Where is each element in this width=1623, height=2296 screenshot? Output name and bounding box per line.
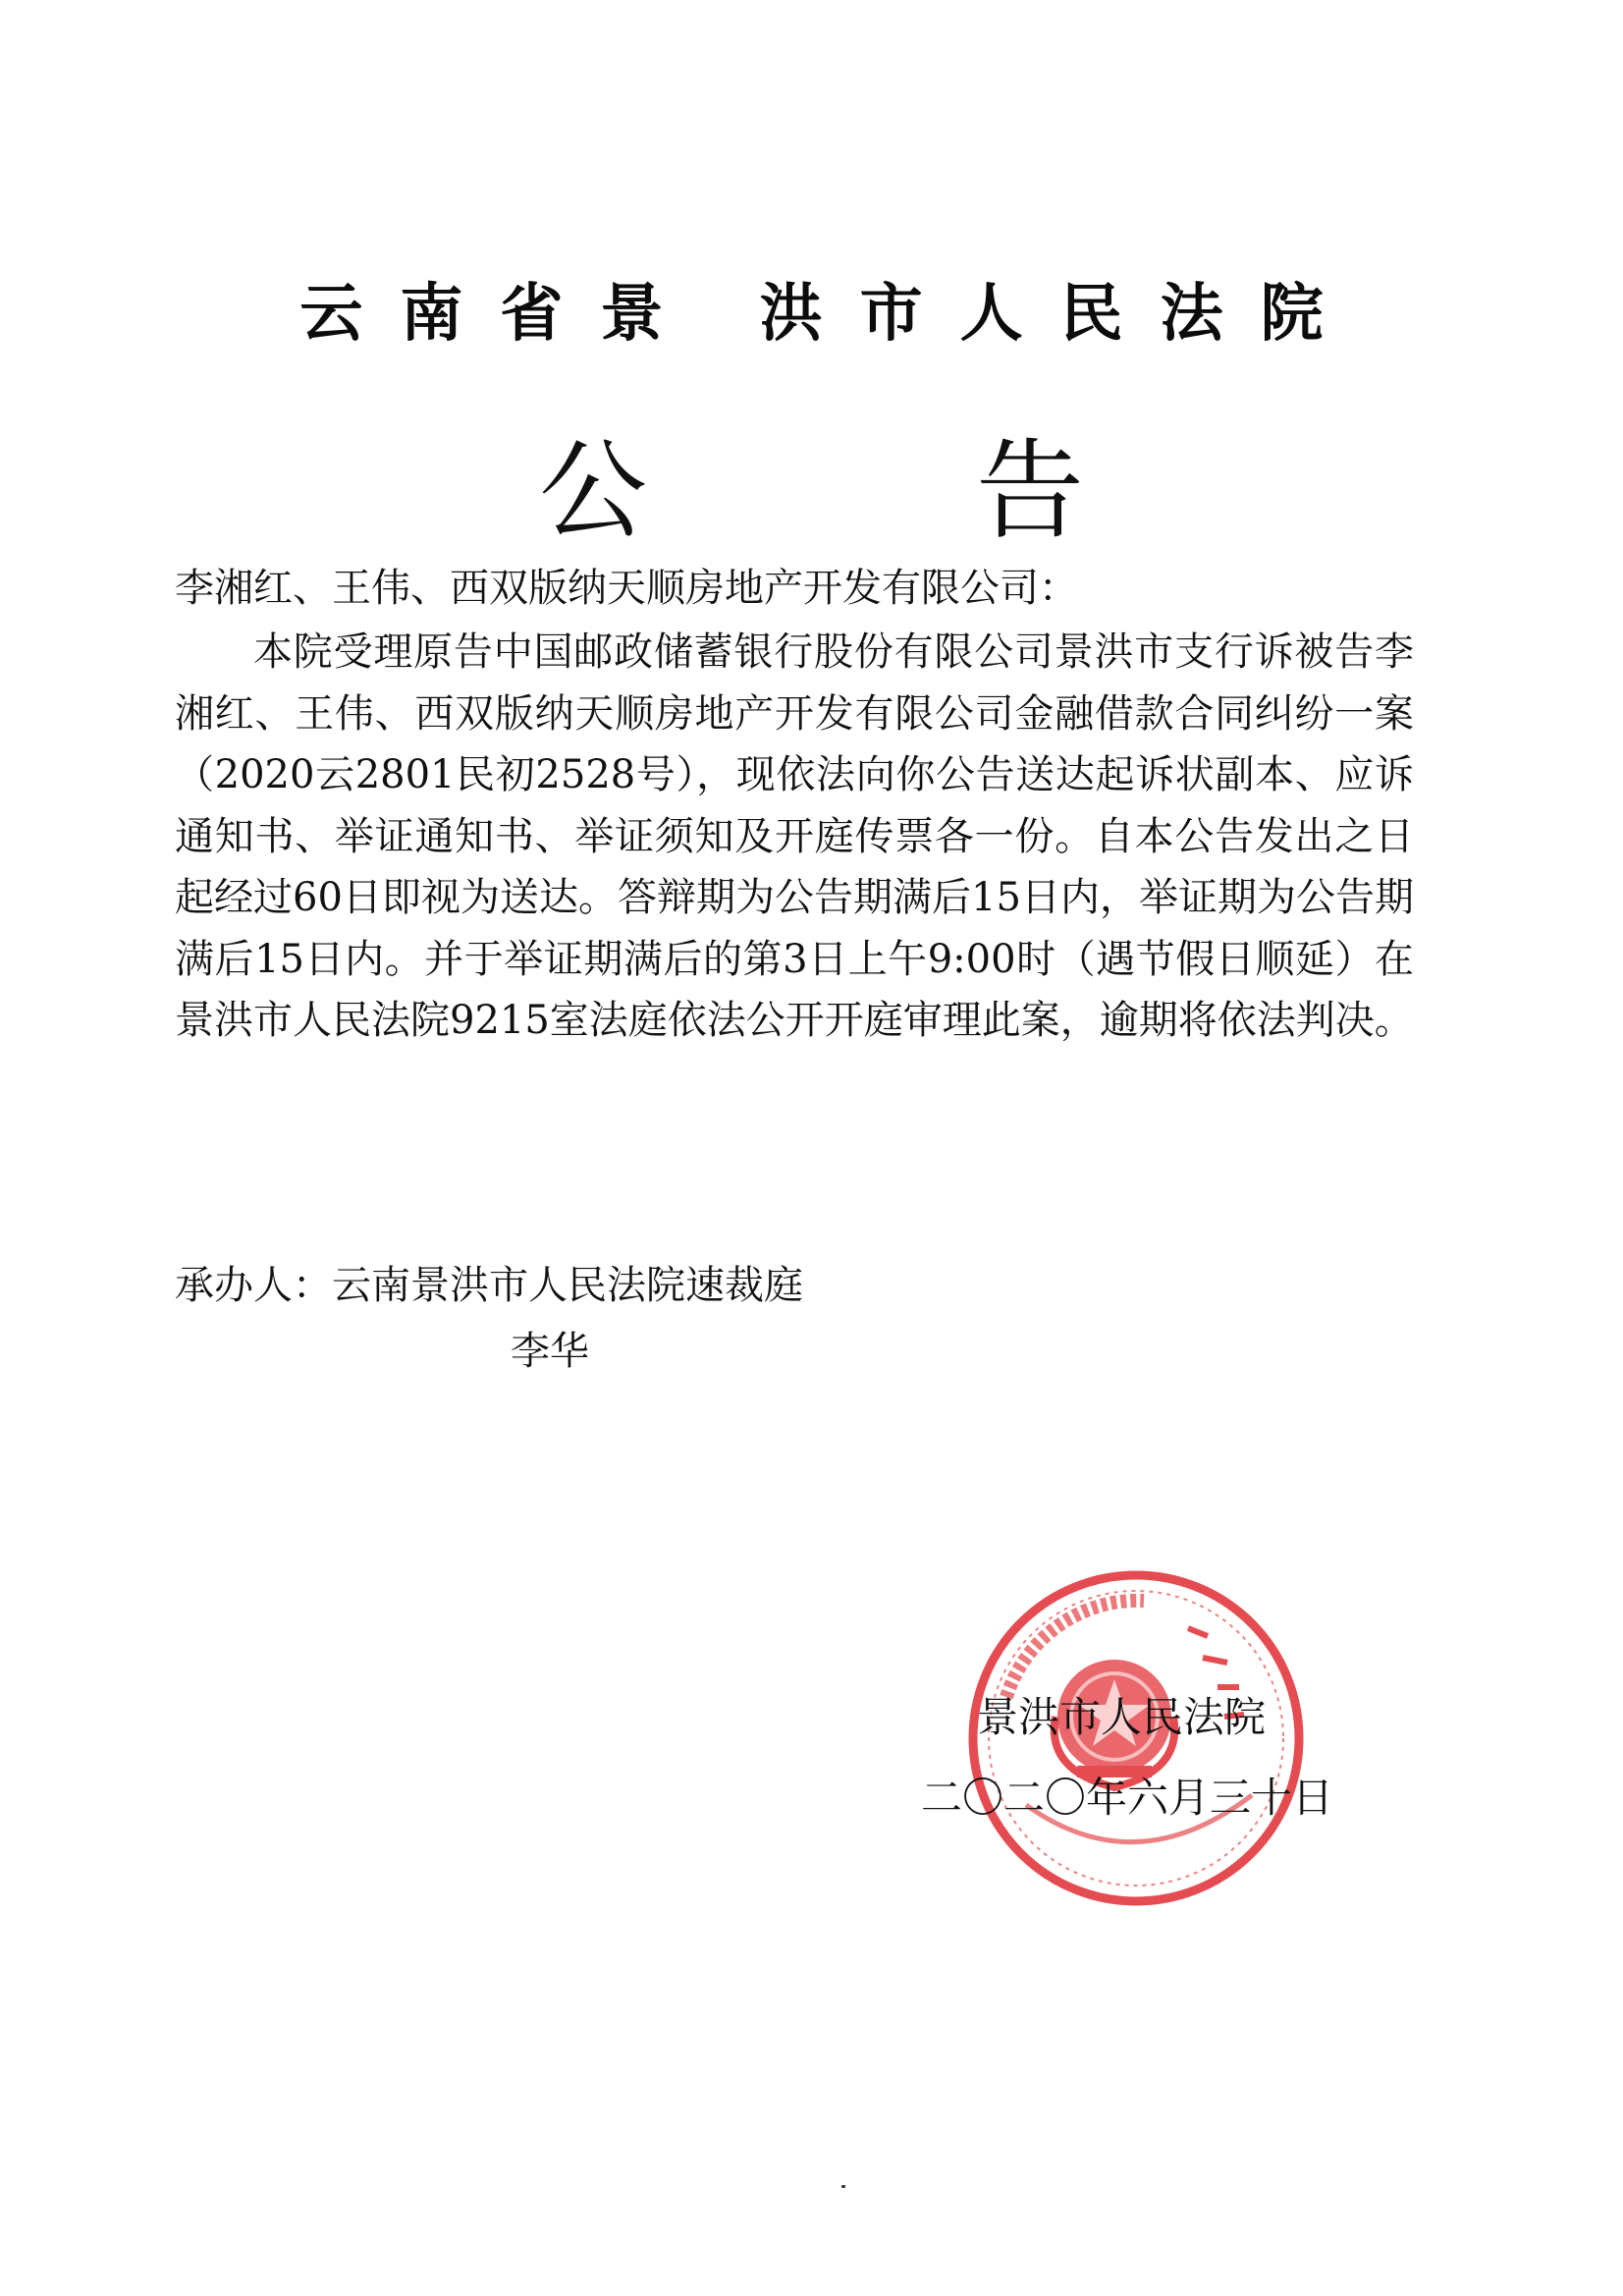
court-name-heading: 云南省景 洪市人民法院 [299,278,1361,351]
signing-court: 景洪市人民法院 [977,1693,1267,1741]
scan-dot [841,2185,845,2188]
handler-name: 李华 [511,1329,589,1374]
handler-line: 承办人：云南景洪市人民法院速裁庭 [175,1263,803,1308]
notice-title: 公 告 [539,428,1231,554]
addressee-line: 李湘红、王伟、西双版纳天顺房地产开发有限公司： [175,566,1078,611]
signing-date: 二〇二〇年六月三十日 [921,1774,1334,1822]
notice-body-paragraph: 本院受理原告中国邮政储蓄银行股份有限公司景洪市支行诉被告李湘红、王伟、西双版纳天顺房地产开发有限公司金融借款合同纠纷一案（2020云2801民初2528号），现依法向你公告送达起诉状副本、应诉通知书、举证通知书、举证须知及开庭传票各一份。自本公告发出之日起经过60日即视为送达。答辩期为公告期满后15日内，举证期为公告期满后15日内。并于举证期满后的第3日上午9:00时（遇节假日顺延）在景洪市人民法院9215室法庭依法公开开庭审理此案，逾期将依法判决。 [175,629,1414,1043]
